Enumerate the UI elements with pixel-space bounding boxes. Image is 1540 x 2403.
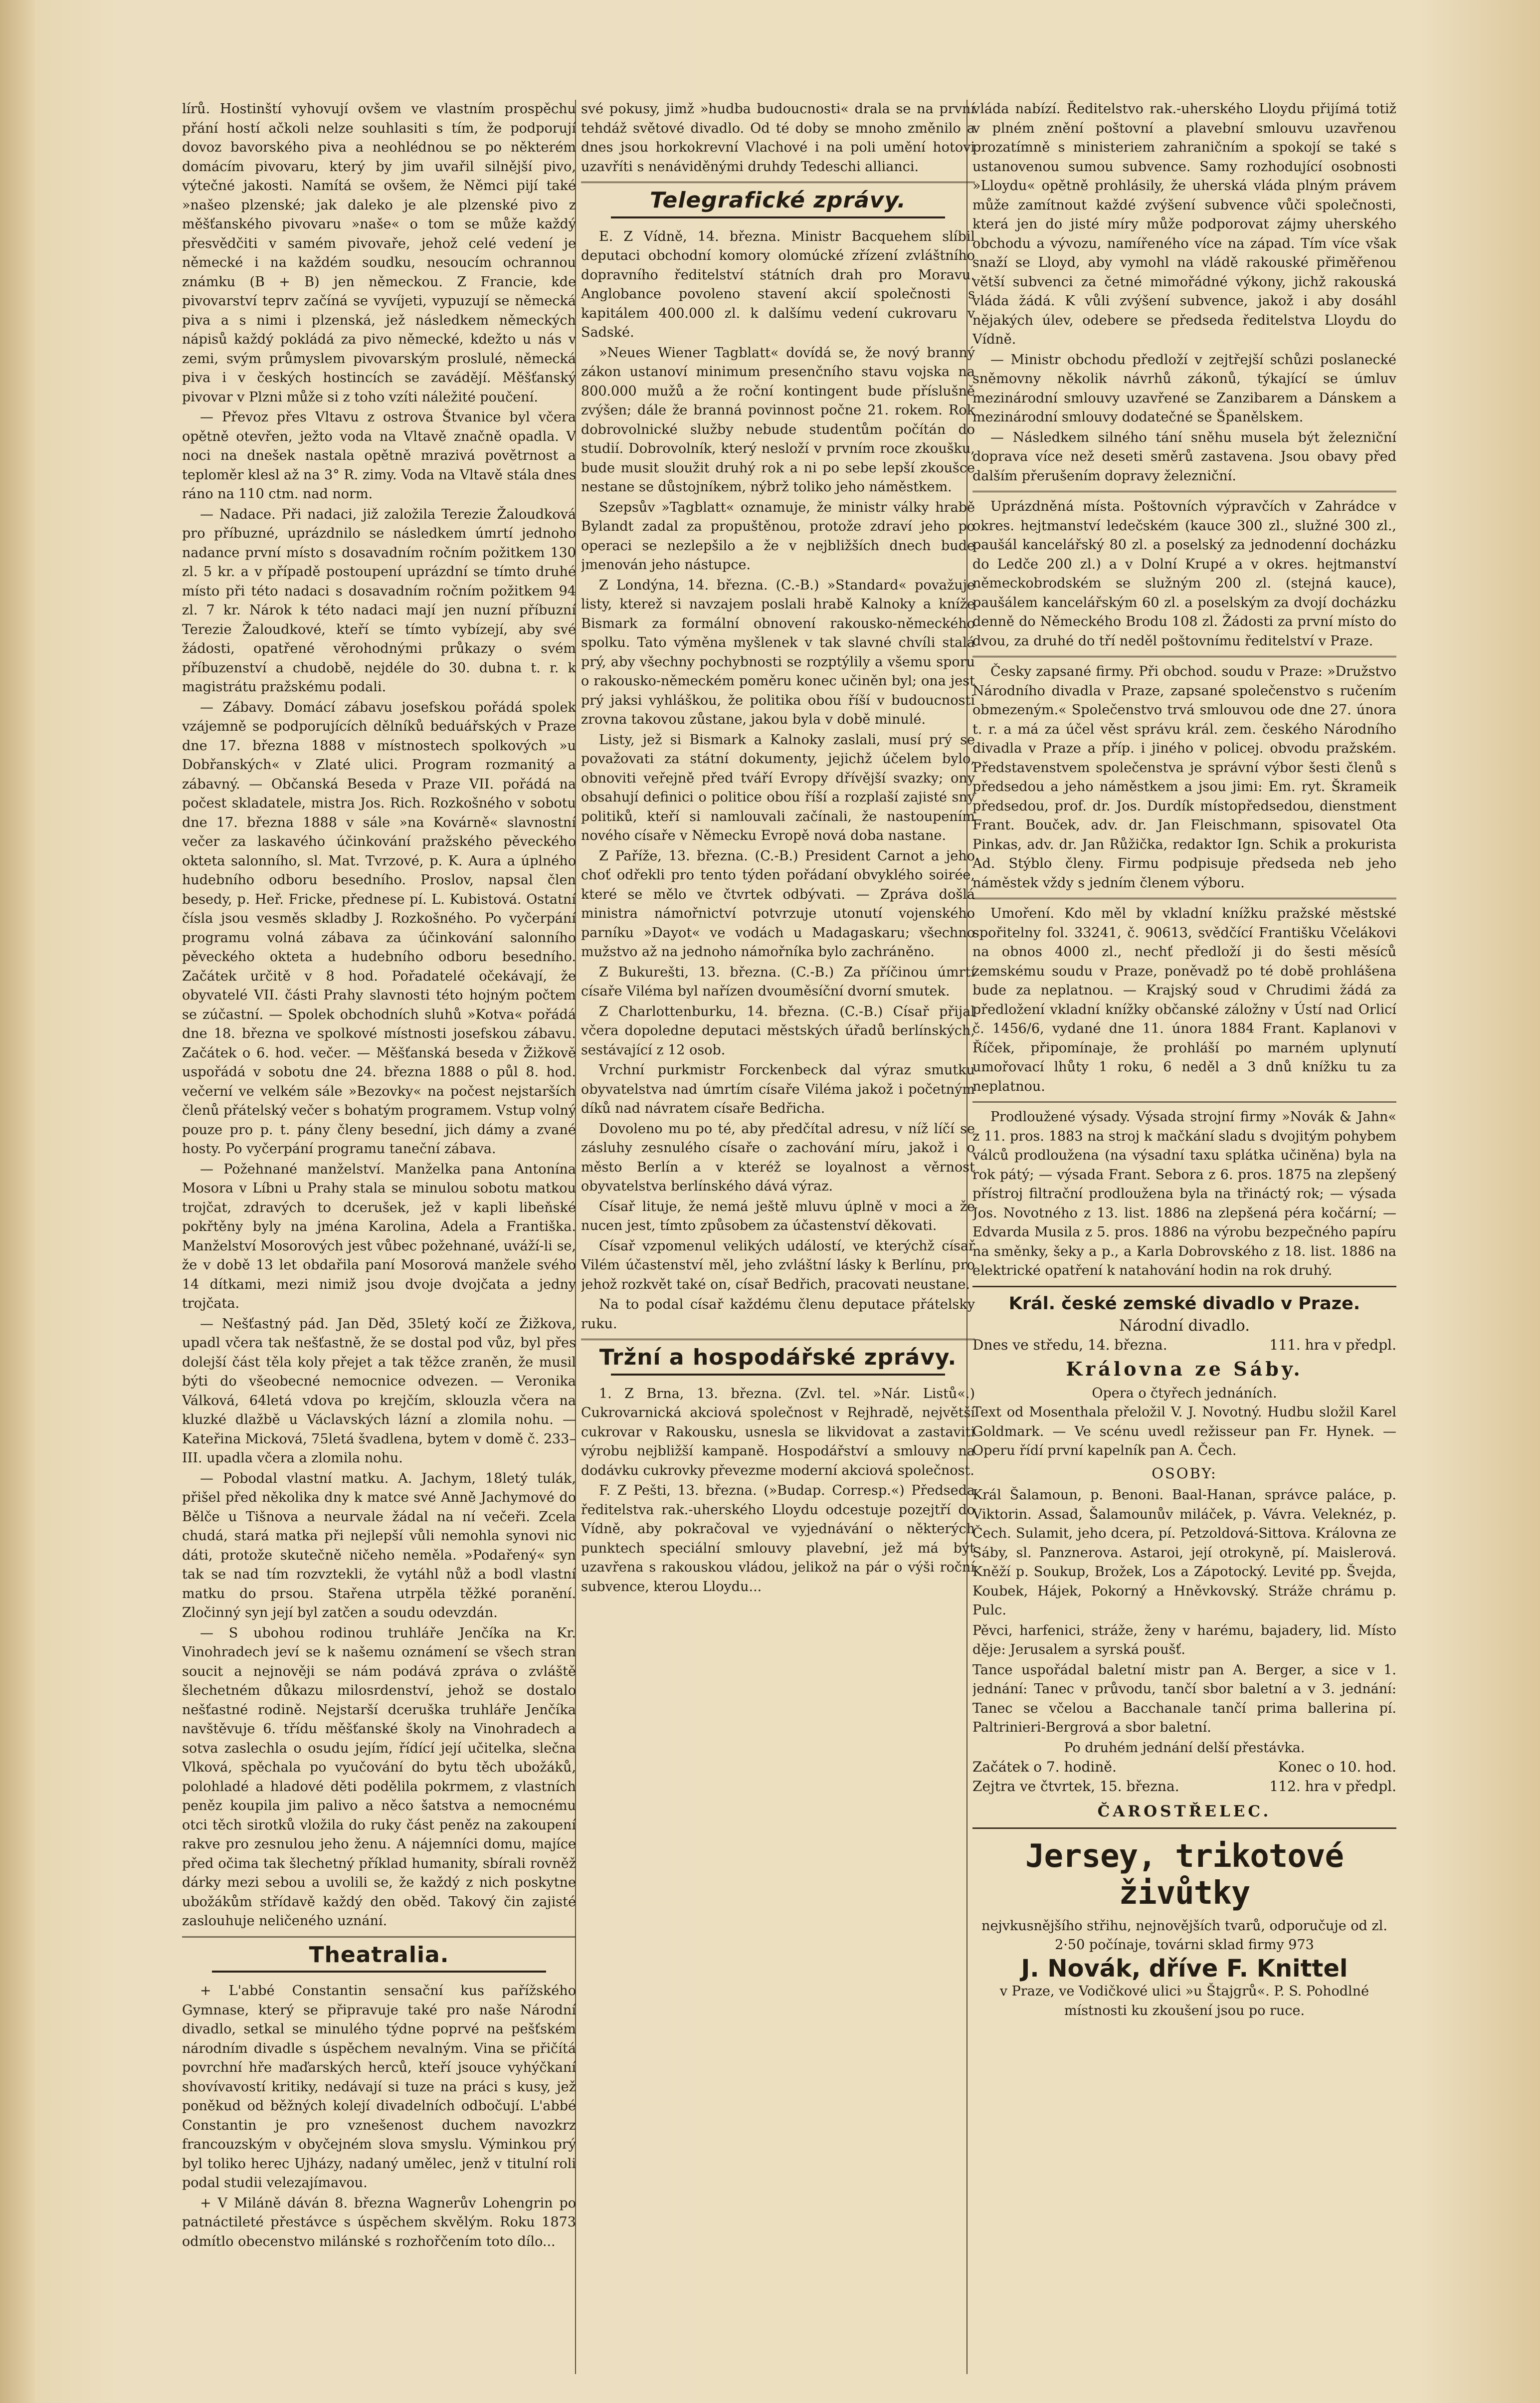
theater-play-title: Královna ze Sáby. (1066, 1358, 1303, 1380)
theater-subscription: 111. hra v předpl. (1269, 1336, 1396, 1353)
telegraph-item: Szepsův »Tagblatt« oznamuje, že ministr války hrabě Bylandt zadal za propuštěnou, protože zdraví jeho po operaci se nezlepšilo a že v nejbližších dnech bude jmenován jeho nástupce. (581, 499, 975, 573)
theater-dance: Tance uspořádal baletní mistr pan A. Berger, a sice v 1. jednání: Tanec v průvodu, tančí sbor baletní a v 3. jednání: Tanec se včelou a Bacchanale tančí prima ballerina pí. Paltrinieri-Bergrová a sbor baletní. (972, 1662, 1396, 1735)
telegraph-item: Císař lituje, že nemá ještě mluvu úplně v moci a že nucen jest, tímto způsobem za účastenství děkovati. (581, 1199, 975, 1233)
market-item: F. Z Pešti, 13. března. (»Budap. Corresp.«) Předseda ředitelstva rak.-uherského Lloydu odcestuje pozejtří do Vídně, aby pokračoval ve vyjednávání o některých punktech speciální smlouvy plavební, jež má být uzavřena s rakouskou vládou, jelikož na pár o výši roční subvence, kterou Lloydu... (581, 1483, 975, 1595)
ad-address: v Praze, ve Vodičkové ulici »u Štajgrů«. P. S. Pohodlné místnosti ku zkoušení jsou po ruce. (999, 1984, 1369, 2018)
telegraph-item: Na to podal císař každému členu deputace přátelsky ruku. (581, 1297, 975, 1332)
theater-extras: Pěvci, harfenici, stráže, ženy v harému, bajadery, lid. Místo děje: Jerusalem a syrská poušť. (972, 1622, 1396, 1657)
theater-next-row (972, 1777, 1396, 1797)
notice-prolonged-patents: Prodloužené výsady. Výsada strojní firmy »Novák & Jahn« z 11. pros. 1883 na stroj k mačkání sladu s dvojitým pohybem válců prodloužena (na výsadní taxu splátka učiněna) byla na rok pátý; — výsada Frant. Sebora z 6. pros. 1875 na zlepšený přístroj filtrační prodloužena byla na třináctý rok; — výsada Jos. Novotného z 13. list. 1886 na zlepšená péra kočární; — Edvarda Musila z 5. pros. 1886 na výrobu bezpečného papíru na směnky, šeky a p., a Karla Dobrovského z 18. list. 1886 na elektrické opatření k natahování hodin na rok druhý. (972, 1109, 1396, 1278)
theater-next-subscription: 112. hra v předpl. (1269, 1778, 1396, 1795)
column-2 (581, 100, 975, 2374)
advertisement (972, 1827, 1396, 2021)
notice-registered-firms: Česky zapsané firmy. Při obchod. soudu v Praze: »Družstvo Národního divadla v Praze, zapsané společenstvo s ručením obmezeným.« Společenstvo trvá smlouvou ode dne 27. února t. r. a má za účel věst správu král. zem. českého Národního divadla v Praze a příp. i jiného v policej. obvodu pražském. Představenstvem společenstva je správní výbor šesti členů s předsedou a jeho náměstkem a jsou jimi: Em. ryt. Škrameik předsedou, prof. dr. Jos. Durdík místopředsedou, dienstment Frant. Bouček, adv. dr. Jan Fleischmann, spisovatel Ota Pinkas, adv. dr. Jan Růžička, redaktor Ign. Schik a prokurista Ad. Stýblo členy. Firmu podpisuje předseda neb jeho náměstek vždy s jedním členem výboru. (972, 664, 1396, 891)
column-1 (182, 100, 576, 2374)
telegraph-item: Z Londýna, 14. března. (C.-B.) »Standard« považuje listy, kterež si navzajem poslali hrabě Kalnoky a kníže Bismark za formální obnovení rakousko-německého spolku. Tato výměna myšlenek v tak slavné chvíli stalá prý, aby všechny pochybnosti se rozptýlily a všemu sporu o rakousko-německém poměru konec učiněn byl; ona jest prý jaksi vyhláškou, že politika obou říší v budoucnosti zrovna takovou zůstane, jakou byla v době minulé. (581, 577, 975, 727)
heading-rule (611, 216, 945, 218)
market-item: 1. Z Brna, 13. března. (Zvl. tel. »Nár. Listů«.) Cukrovarnická akciová společnost v Rejhradě, největší cukrovar v Rakousku, usnesla se likvidovat a zastaviti výrobu nejbližší kampaně. Hospodářství a smlouvy na dodávku cukrovky převezme moderní akciová společnost. (581, 1386, 975, 1478)
telegraph-item: Císař vzpomenul velikých událostí, ve kterýchž císař Vilém účastenství měl, jeho zvláštní lásky k Berlínu, pro jehož rozkvět také on, císař Bedřich, pracovati neustane. (581, 1238, 975, 1292)
page-fold-shadow (0, 0, 35, 2403)
article-paragraph: + V Miláně dáván 8. března Wagnerův Lohengrin po patnáctileté přestávce s úspěchem skvělým. Roku 1873 odmítlo obecenstvo milánské s rozhořčením toto dílo... (182, 2195, 576, 2249)
ad-number: 973 (1288, 1937, 1314, 1953)
article-paragraph: — Ministr obchodu předloží v zejtřejší schůzi poslanecké sněmovny několik návrhů zákonů, týkající se úmluv mezinárodní smlouvy uzavřené se Zanzibarem a Dánskem a mezinárodní smlouvy dodatečné se Španělskem. (972, 352, 1396, 425)
telegraph-item: Listy, jež si Bismark a Kalnoky zaslali, musí prý se považovati za státní dokumenty, jejichž účelem bylo, obnoviti veřejně před tváří Evropy dřívější svazky; ony obsahují definici o politice obou říší a rozplaší zajisté sny politiků, kteří si namlouvali začínali, že nastoupením nového císaře v Německu Evropě nová doba nastane. (581, 732, 975, 843)
ad-body-text: nejvkusnějšího střihu, nejnovějších tvarů, odporučuje od zl. 2·50 počínaje, továrni sklad firmy (981, 1918, 1387, 1953)
section-divider (972, 1101, 1396, 1103)
telegraph-item: Z Paříže, 13. března. (C.-B.) President Carnot a jeho choť odřekli pro tento týden pořádaní obvyklého soirée, které se mělo ve čtvrtek odbývati. — Zpráva došlá ministra námořnictví potvrzuje utonutí vojenského parníku »Dayot« ve vodách u Madagaskaru; všechno mužstvo až na jednoho námořníka bylo zachráněno. (581, 848, 975, 960)
notice-cancellation: Umoření. Kdo měl by vkladní knížku pražské městské spořitelny fol. 33241, č. 90613, svědčící Františku Včelákovi na obnos 4000 zl., nechť předloží ji do šesti měsíců zemskému soudu v Praze, poněvadž po té době prohlášena bude za neplatnou. — Krajský soud v Chrudimi žádá za předložení vkladní knížky občanské záložny v Ústí nad Orlicí č. 1456/6, vydané dne 11. února 1884 Frant. Kaplanovi v Říček, připomínaje, že prohláší po marném uplynutí umořovací lhůty 1 roku, 6 neděl a 3 dnů knížku tu za neplatnou. (972, 906, 1396, 1094)
theater-program (972, 1286, 1396, 1821)
heading-rule (611, 1374, 945, 1376)
section-divider (972, 656, 1396, 657)
telegraph-item: E. Z Vídně, 14. března. Ministr Bacquehem slíbil deputaci obchodní komory olomúcké zřízení zvláštního dopravního ředitelství státních drah pro Moravu. Anglobance povoleno stavení akcií společnosti s kapitálem 400.000 zl. k dalšímu vedení cukrovaru v Sadské. (581, 228, 975, 340)
ad-headline: Jersey, trikotové živůtky (1025, 1837, 1344, 1912)
notice-vacant-positions: Uprázdněná místa. Poštovních výpravčích v Zahrádce v okres. hejtmanství ledečském (kauce 300 zl., služné 300 zl., paušál kancelářský 80 zl. a poselský za jednodenní docházku do Ledče 200 zl.) a v Dolní Krupé a v okres. hejtmanství německobrodském se služným 200 zl. (stejná kauce), paušálem kancelářským 60 zl. a poselským za dvojí docházku denně do Německého Brodu 108 zl. Žádosti za první místo do dvou, za druhé do tří neděl poštovnímu ředitelství v Praze. (972, 499, 1396, 649)
section-divider (972, 491, 1396, 492)
section-divider (972, 898, 1396, 899)
theater-next-date: Zejtra ve čtvrtek, 15. března. (972, 1778, 1179, 1795)
article-paragraph: — Následkem silného tání sněhu musela být železniční doprava více než deseti směrů zastavena. Jsou obavy před dalším přerušením dopravy železniční. (972, 429, 1396, 484)
article-paragraph: — Požehnané manželství. Manželka pana Antonína Mosora v Líbni u Prahy stala se minulou sobotu matkou trojčat, zdravých to dcerušek, jež v kapli libeňské pokřtěny byly na jména Karolina, Adela a Františka. Manželství Mosorových jest vůbec požehnané, uváží-li se, že v době 13 let obdařila paní Mosorová manžele svého 14 dítkami, mezi nimiž jsou dvoje dvojčata a jedny trojčata. (182, 1161, 576, 1311)
article-paragraph: — Zábavy. Domácí zábavu josefskou pořádá spolek vzájemně se podporujících dělníků beduářských v Praze dne 17. března 1888 v místnostech spolkových »u Dobřanských« v Zlaté ulici. Program rozmanitý a zábavný. — Občanská Beseda v Praze VII. pořádá na počest skladatele, mistra Jos. Rich. Rozkošného v sobotu dne 17. března 1888 v sále »na Kovárně« slavnostní večer za laskavého účinkování pražského pěveckého okteta salonního, sl. Mat. Tvrzové, p. K. Aura a úplného hudebního odboru besedního. Proslov, napsal člen besedy, p. Heř. Fricke, přednese pí. L. Kubistová. Ostatní čísla jsou vesměs skladby J. Rozkošného. Po vyčerpání programu volná zábava za účinkování salonního pěveckého okteta a hudebního odboru besedního. Začátek určitě v 8 hod. Pořadatelé očekávají, že obyvatelé VII. části Prahy slavnosti této hojným počtem se zúčastní. — Spolek obchodních sluhů »Kotva« pořádá dne 18. března ve spolkové místnosti josefskou zábavu. Začátek o 6. hod. večer. — Měšťanská beseda v Žižkově uspořádá v sobotu dne 24. března 1888 o půl 8. hod. večerní ve velkém sále »Bezovky« na počest nejstarších členů přátelský večer s bohatým programem. Vstup volný pouze pro p. t. pány členy besední, jich dámy a zvané hosty. Po vyčerpání programu taneční zábava. (182, 699, 576, 1157)
section-divider (581, 182, 975, 183)
theater-time-row (972, 1758, 1396, 1777)
section-heading-telegraph: Telegrafické zprávy. (650, 188, 906, 213)
telegraph-item: Vrchní purkmistr Forckenbeck dal výraz smutku obyvatelstva nad úmrtím císaře Viléma jakož i početným díků nad návratem císaře Bedřicha. (581, 1062, 975, 1116)
article-paragraph: — Nešťastný pád. Jan Děd, 35letý kočí ze Žižkova, upadl včera tak nešťastně, že se dostal pod vůz, byl přes dolejší část těla koly přejet a tak těžce zraněn, že musil býti do všeobecné nemocnice odvezen. — Veronika Válková, 64letá vdova po krejčím, sklouzla včera na kluzké dlažbě u Václavských lázní a zlomila nohu. — Kateřina Micková, 75letá švadlena, bytem v domě č. 233–III. upadla včera a zlomila nohu. (182, 1316, 576, 1466)
section-heading-market: Tržní a hospodářské zprávy. (599, 1345, 957, 1370)
telegraph-item: Z Charlottenburku, 14. března. (C.-B.) Císař přijal včera dopoledne deputaci městských úřadů berlínských, sestávající z 12 osob. (581, 1003, 975, 1058)
section-heading-theatralia: Theatralia. (309, 1942, 449, 1968)
heading-rule (212, 1971, 546, 1973)
column-3 (972, 100, 1396, 2374)
next-play-title: ČAROSTŘELEC. (1097, 1802, 1272, 1820)
theater-cast: Král Šalamoun, p. Benoni. Baal-Hanan, správce paláce, p. Viktorin. Assad, Šalamounův miláček, p. Vávra. Veleknéz, p. Čech. Sulamit, jeho dcera, pí. Petzoldová-Sittova. Královna ze Sáby, sl. Panznerova. Astaroi, její otrokyně, pí. Maislerová. Kněží p. Soukup, Brožek, Los a Zápotocký. Levité pp. Švejda, Koubek, Hájek, Pokorný a Hněvkovský. Stráže chrámu p. Pulc. (972, 1487, 1396, 1618)
section-divider (581, 1339, 975, 1340)
theater-end: Konec o 10. hod. (1278, 1759, 1396, 1775)
theater-genre: Opera o čtyřech jednáních. (1092, 1385, 1277, 1401)
telegraph-item: »Neues Wiener Tagblatt« dovídá se, že nový branný zákon ustanoví minimum presenčního stavu vojska na 800.000 mužů a že roční kontingent bude příslušně zvýšen; dále že branná povinnost počne 21. rokem. Rok dobrovolnické služby nebude studentům počítán do studií. Dobrovolník, který nesloží v prvním roce zkoušku, bude musit sloužit druhý rok a ni po sebe lepší zkoušce nestane se důstojníkem, nýbrž toliko jeho náměstkem. (581, 345, 975, 495)
theater-date: Dnes ve středu, 14. března. (972, 1336, 1167, 1353)
telegraph-item: Dovoleno mu po té, aby předčítal adresu, v níž líčí se zásluhy zesnulého císaře o zachování míru, jakož i o město Berlín a v kteréž se loyalnost a věrnost obyvatelstva berlínského dává výraz. (581, 1121, 975, 1194)
theater-cast-label: OSOBY: (1152, 1464, 1217, 1482)
article-paragraph: — Pobodal vlastní matku. A. Jachym, 18letý tulák, přišel před několika dny k matce své Anně Jachymové do Bělče u Tišnova a neurvale žádal na ní večeři. Zcela chudá, stará matka při nejlepší vůli nemohla synovi nic dáti, protože skutečně ničeho neměla. »Podařený« syn tak se nad tím rozvztekli, že vytáhl nůž a bodl vlastní matku do prsou. Stařena utrpěla těžké poranění. Zločinný syn její byl zatčen a soudu odevzdán. (182, 1470, 576, 1620)
article-paragraph: — Převoz přes Vltavu z ostrova Štvanice byl včera opětně otevřen, ježto voda na Vltavě značně opadla. V noci na dnešek nastala opětně mrazivá povětrnost a teploměr klesl až na 3° R. zimy. Voda na Vltavě stála dnes ráno na 110 ctm. nad norm. (182, 409, 576, 502)
article-paragraph: + L'abbé Constantin sensační kus pařížského Gymnase, který se připravuje také pro naše Národní divadlo, setkal se minulého týdne poprvé na pešťském národním divadle s úspěchem nevalným. Vina se přičítá povrchní hře maďarských herců, kteří jsouce vyhýčkaní shovívavostí kritiky, nedávají si tuze na práci s kusy, jež poněkud od běžných kolejí divadelních odbočují. L'abbé Constantin je pro vznešenost duchem navozkrz francouzským v obyčejném slova smyslu. Výminkou prý byl toliko herec Ujházy, nadaný umělec, jenž v titulní roli podal studii velezajímavou. (182, 1983, 576, 2191)
ad-company-name: J. Novák, dříve F. Knittel (1021, 1954, 1348, 1983)
theater-subtitle: Národní divadlo. (1119, 1317, 1250, 1335)
ad-body (972, 1917, 1396, 1955)
theater-credits: Text od Mosenthala přeložil V. J. Novotný. Hudbu složil Karel Goldmark. — Ve scénu uvedl režisseur pan Fr. Hynek. — Operu řídí první kapelník pan A. Čech. (972, 1404, 1396, 1458)
section-divider (182, 1936, 576, 1938)
article-paragraph: vláda nabízí. Ředitelstvo rak.-uherského Lloydu přijímá totiž v plném znění poštovní a plavební smlouvu uzavřenou prozatímně s ministeriem zahraničním a spokojí se také s ustanovenou sumou subvence. Samy rozhodující osobnosti »Lloydu« opětně prohlásily, že uherská vláda plným právem může zamítnout každé zvýšení subvence vůči společnosti, která jen do jisté míry může podporovat zájmy uherského obchodu a vývozu, namířeného více na západ. Tím více však snaží se Lloyd, aby vymohl na vládě rakouské přiměřenou větší subvenci za četné mimořádné výkony, jichž rakouská vláda žádá. K vůli zvýšení subvence, jakož i aby dosáhl nějakých úlev, odebere se předseda ředitelstva Lloydu do Vídně. (972, 101, 1396, 347)
theater-title: Král. české zemské divadlo v Praze. (1008, 1293, 1360, 1314)
article-paragraph: — S ubohou rodinou truhláře Jenčíka na Kr. Vinohradech jeví se k našemu oznámení se všech stran soucit a nejnověji se nám podává zpráva o zvláště šlechetném důkazu milosrdenství, jehož se dostalo nešťastné rodině. Nejstarší dceruška truhláře Jenčíka navštěvuje 6. třídu měšťanské školy na Vinohradech a sotva zaslechla o osudu jejím, řídící její učitelka, slečna Vlková, spěchala po vyučování do bytu těch ubožáků, polohladé a hladové děti podělila pokrmem, z vlastních peněz koupila jim palivo a něco šatstva a nemocnému otci těch sirotků vložila do ruky část peněz na zakoupení rakve pro zesnulou jeho ženu. A nájemníci domu, majíce před očima tak šlechetný příklad humanity, sbírali rovněž dárky mezi sebou a uvolili se, že každý z nich poskytne ubožákům střídavě každý den oběd. Takový čin zajisté zaslouhuje neličeného uznání. (182, 1625, 576, 1929)
telegraph-item: Z Bukurešti, 13. března. (C.-B.) Za příčinou úmrtí císaře Viléma byl nařízen dvouměsíční dvorní smutek. (581, 964, 975, 999)
article-paragraph: — Nadace. Při nadaci, již založila Terezie Žaloudková pro příbuzné, uprázdnilo se následkem úmrtí jednoho nadance první místo s dosavadním ročním požitkem 130 zl. 5 kr. a v případě postoupení uprázdní se tímto druhé místo při této nadaci s dosavadním ročním požitkem 94 zl. 7 kr. Nárok k této nadaci mají jen nuzní příbuzní Terezie Žaloudkové, kteří se tímto vybízejí, aby své žádosti, opatřené věrohodnými průkazy o svém příbuzenství a chudobě, nejdéle do 30. dubna t. r. k magistrátu pražskému podali. (182, 506, 576, 695)
article-paragraph: své pokusy, jimž »hudba budoucnosti« drala se na první tehdáž světové divadlo. Od té doby se mnoho změnilo a dnes jsou horkokrevní Vlachové i na poli umění hotovi uzavříti s nenáviděnými druhdy Tedeschi allianci. (581, 101, 975, 175)
theater-start: Začátek o 7. hodině. (972, 1759, 1117, 1775)
article-paragraph: lírů. Hostinští vyhovují ovšem ve vlastním prospěchu přání hostí ačkoli nelze souhlasiti s tím, že podporují dovoz bavorského piva a neohlédnou se po některém domácím pivovaru, který by jim uvařil silnější pivo, výtečné jakosti. Namítá se ovšem, že Němci pijí také »našeo plzenské; jak daleko je ale plzenské pivo z měšťanského pivovaru »naše« o tom se může každý přesvědčiti v samém pivovaře, jehož celé vedení je německé i na každém soudku, nesoucím ochrannou známku (B + B) jen německou. Z Francie, kde pivovarství teprv začíná se vyvíjeti, vypuzují se německá piva a s nimi i plzenská, jež následkem německých nápisů každý pokládá za pivo německé, kdežto u nás v zemi, svým průmyslem pivovarským proslulé, německá piva i v českých hostincích se zavádějí. Měšťanský pivovar v Plzni může si z toho vzíti náležité poučení. (182, 101, 576, 405)
theater-date-row (972, 1336, 1396, 1355)
theater-intermission-note: Po druhém jednání delší přestávka. (1064, 1740, 1305, 1756)
